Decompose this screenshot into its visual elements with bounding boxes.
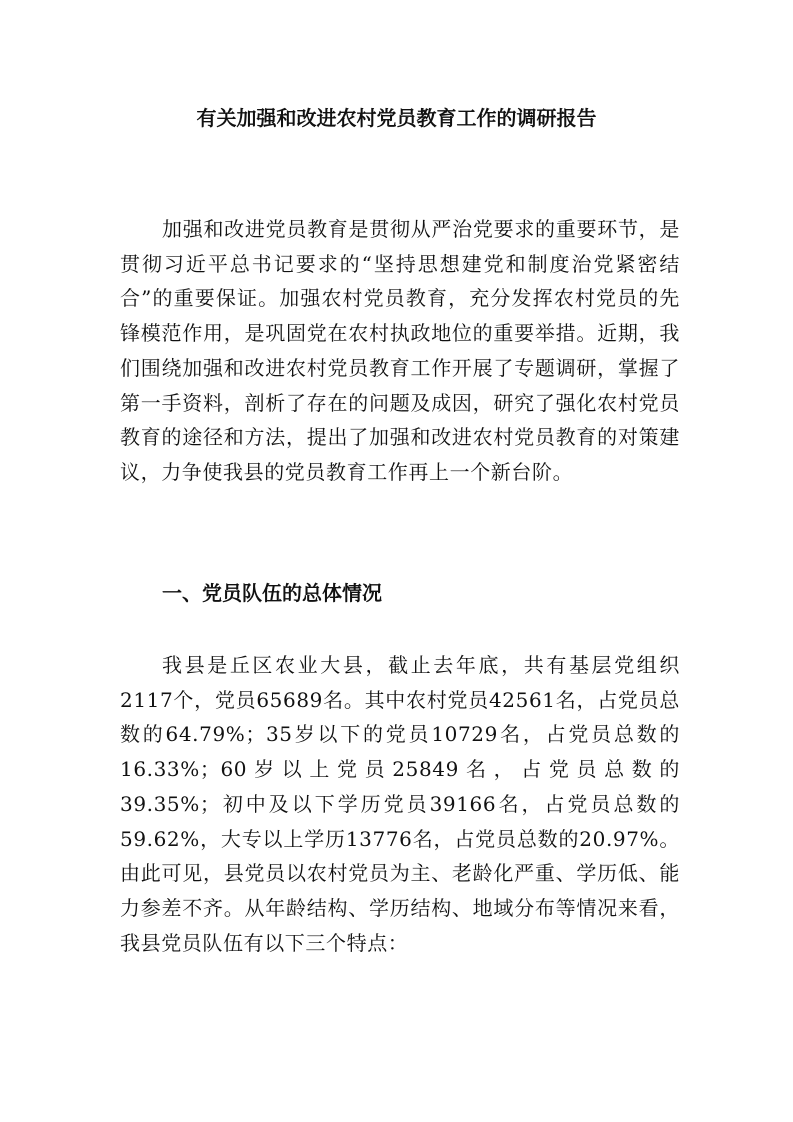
section-paragraph: 我县是丘区农业大县，截止去年底，共有基层党组织2117个，党员65689名。其中农村党员42561名，占党员总数的64.79%；35岁以下的党员10729名，占党员总数的16.33%；60岁以上党员25849名，占党员总数的39.35%；初中及以下学历党员39166名，占党员总数的59.62%，大专以上学历13776名，占党员总数的20.97%。由此可见，县党员以农村党员为主、老龄化严重、学历低、能力参差不齐。从年龄结构、学历结构、地域分布等情况来看，我县党员队伍有以下三个特点： [120,653,680,955]
section-heading: 一、党员队伍的总体情况 [162,581,382,605]
document-title: 有关加强和改进农村党员教育工作的调研报告 [196,106,597,130]
intro-paragraph: 加强和改进党员教育是贯彻从严治党要求的重要环节，是贯彻习近平总书记要求的“坚持思想建党和制度治党紧密结合”的重要保证。加强农村党员教育，充分发挥农村党员的先锋模范作用，是巩固党在农村执政地位的重要举措。近期，我们围绕加强和改进农村党员教育工作开展了专题调研，掌握了第一手资料，剖析了存在的问题及成因，研究了强化农村党员教育的途径和方法，提出了加强和改进农村党员教育的对策建议，力争使我县的党员教育工作再上一个新台阶。 [120,217,680,484]
